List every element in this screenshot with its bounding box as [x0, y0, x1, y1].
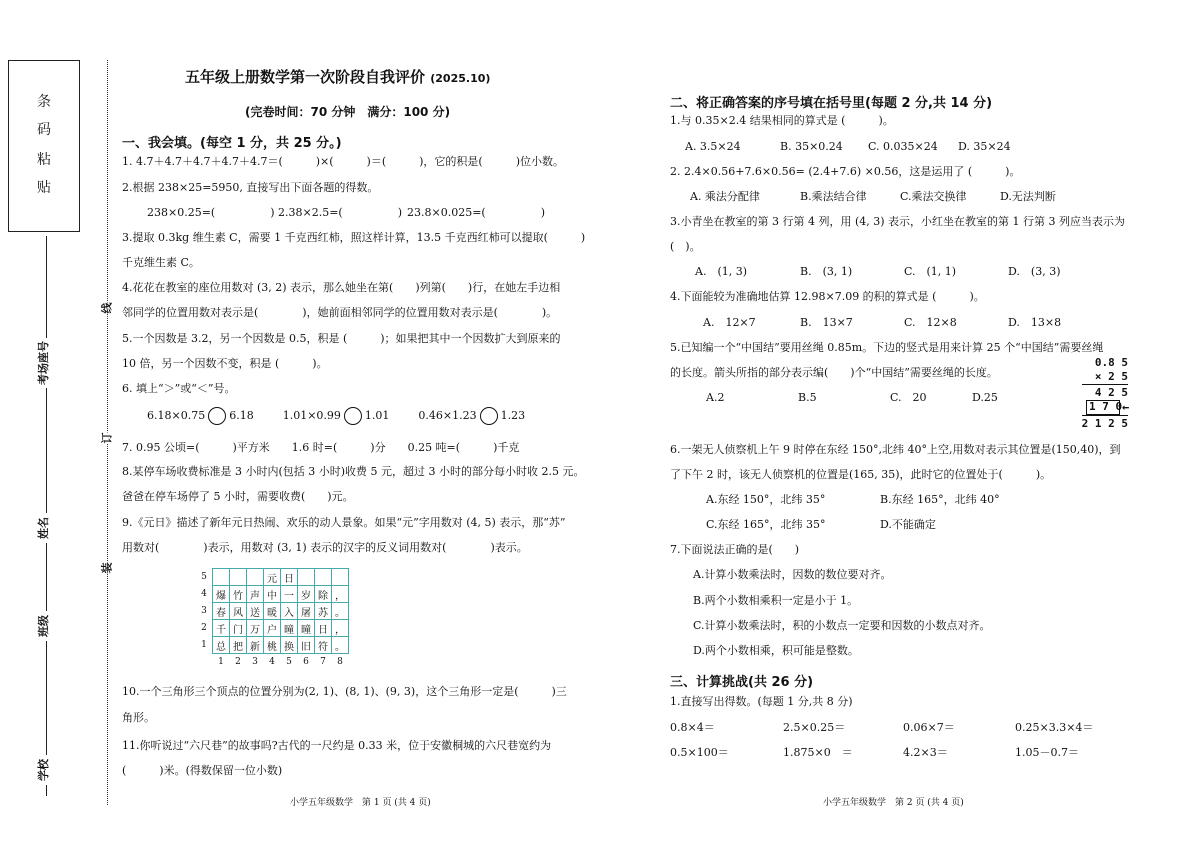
school-label: 学校	[35, 755, 51, 785]
title-date: (2025.10)	[430, 72, 491, 85]
question-1-4a: 4.花花在教室的座位用数对 (3, 2) 表示，那么她坐在第( )列第( )行，在她左手边相	[122, 281, 561, 294]
question-3-1: 1.直接写出得数。(每题 1 分,共 8 分)	[670, 695, 853, 708]
grid-cell	[332, 569, 349, 586]
grid-cell: ，	[332, 586, 349, 603]
grid-cell: 爆	[213, 586, 230, 603]
grid-x-label: 8	[337, 657, 343, 667]
option-a: A.2	[706, 391, 725, 404]
barcode-char: 粘	[37, 152, 51, 168]
question-2-3b: ( )。	[670, 240, 701, 253]
grid-y-label: 5	[201, 572, 207, 582]
option-a: A. 3.5×24	[685, 140, 741, 153]
question-2-2: 2. 2.4×0.56+7.6×0.56= (2.4+7.6) ×0.56，这是运用了 ( )。	[670, 165, 1021, 178]
section-1-heading: 一、我会填。(每空 1 分，共 25 分。)	[122, 136, 342, 151]
grid-cell: 竹	[230, 586, 247, 603]
option-d: D. 13×8	[1008, 316, 1062, 329]
section-3-heading: 三、计算挑战(共 26 分)	[670, 675, 814, 690]
option-c: C. 12×8	[904, 316, 957, 329]
option-c: C. 0.035×24	[868, 140, 938, 153]
question-1-9b: 用数对( )表示，用数对 (3, 1) 表示的汉字的反义词用数对( )表示。	[122, 541, 528, 554]
option-d: D.不能确定	[880, 518, 936, 531]
grid-x-label: 4	[269, 657, 275, 667]
calc-item: 0.25×3.3×4＝	[1015, 721, 1094, 734]
grid-cell: 除	[315, 586, 332, 603]
grid-cell	[298, 569, 315, 586]
binding-char-bind: 订	[100, 432, 114, 444]
option-c: C. 20	[890, 391, 927, 404]
grid-cell: 风	[230, 603, 247, 620]
grid-cell: 换	[281, 637, 298, 654]
grid-cell: 中	[264, 586, 281, 603]
grid-cell: 苏	[315, 603, 332, 620]
option-d: D.两个小数相乘，积可能是整数。	[693, 644, 859, 657]
grid-y-label: 3	[201, 606, 207, 616]
grid-cell: 新	[247, 637, 264, 654]
section-2-heading: 二、将正确答案的序号填在括号里(每题 2 分,共 14 分)	[670, 96, 993, 111]
question-1-3b: 千克维生素 C。	[122, 256, 200, 269]
grid-cell: 把	[230, 637, 247, 654]
calc-item: 0.8×4＝	[670, 721, 715, 734]
option-b: B.5	[798, 391, 817, 404]
grid-cell: 送	[247, 603, 264, 620]
option-b: B.乘法结合律	[800, 190, 867, 203]
grid-cell: 。	[332, 603, 349, 620]
question-2-1: 1.与 0.35×2.4 结果相同的算式是 ( )。	[670, 114, 894, 127]
question-2-6a: 6.一架无人侦察机上午 9 时停在东经 150°,北纬 40°上空,用数对表示其位置是(150,40)，到	[670, 443, 1121, 456]
poem-grid	[196, 568, 349, 670]
question-2-3a: 3.小青坐在教室的第 3 行第 4 列，用 (4, 3) 表示，小红坐在教室的第 1 行第 3 列应当表示为	[670, 215, 1126, 228]
rule	[1082, 384, 1128, 385]
grid-x-label: 3	[252, 657, 258, 667]
question-1-7: 7. 0.95 公顷=( )平方米 1.6 时=( )分 0.25 吨=( )千克	[122, 441, 520, 454]
option-c: C.计算小数乘法时，积的小数点一定要和因数的小数点对齐。	[693, 619, 991, 632]
question-2-7: 7.下面说法正确的是( )	[670, 543, 800, 556]
question-1-8b: 爸爸在停车场停了 5 小时，需要收费( )元。	[122, 490, 354, 503]
option-a: A. 12×7	[703, 316, 756, 329]
grid-cell: 声	[247, 586, 264, 603]
arrow-left-icon: ←	[1122, 400, 1130, 414]
question-1-5b: 10 倍，另一个因数不变，积是 ( )。	[122, 357, 328, 370]
grid-cell	[230, 569, 247, 586]
grid-x-axis	[196, 654, 349, 671]
question-1-2: 2.根据 238×25=5950, 直接写出下面各题的得数。	[122, 181, 379, 194]
grid-x-label: 7	[320, 657, 326, 667]
question-2-5b: 的长度。箭头所指的部分表示编( )个“中国结”需要丝绳的长度。	[670, 366, 998, 379]
calc-item: 4.2×3＝	[903, 746, 948, 759]
name-label: 姓名	[35, 513, 51, 543]
option-d: D.无法判断	[1000, 190, 1056, 203]
grid-cell: 曈	[298, 620, 315, 637]
calc-item: 0.06×7＝	[903, 721, 955, 734]
option-d: D. (3, 3)	[1008, 265, 1061, 278]
grid-cell: 门	[230, 620, 247, 637]
question-1-10b: 角形。	[122, 711, 155, 724]
grid-cell: 日	[281, 569, 298, 586]
grid-row	[196, 603, 349, 620]
option-b: B.两个小数相乘积一定是小于 1。	[693, 594, 859, 607]
calc-item: 0.5×100＝	[670, 746, 729, 759]
grid-corner	[196, 654, 213, 671]
barcode-char: 条	[37, 94, 51, 110]
question-1-8a: 8.某停车场收费标准是 3 小时内(包括 3 小时)收费 5 元，超过 3 小时的部分每小时收 2.5 元。	[122, 465, 585, 478]
grid-row	[196, 620, 349, 637]
option-b: B. (3, 1)	[800, 265, 853, 278]
vertical-multiplication: 0.8 5 × 2 5 4 2 5 1 7 0 ← 2 1 2 5	[1081, 356, 1130, 430]
grid-cell: 元	[264, 569, 281, 586]
option-b: B. 35×0.24	[780, 140, 843, 153]
option-d: D. 35×24	[958, 140, 1011, 153]
barcode-char: 贴	[37, 180, 51, 196]
calc-item: 2.5×0.25＝	[783, 721, 846, 734]
option-c: C.东经 165°，北纬 35°	[706, 518, 826, 531]
grid-cell: 日	[315, 620, 332, 637]
question-1-11a: 11.你听说过“六尺巷”的故事吗?古代的一尺约是 0.33 米，位于安徽桐城的六尺巷宽约为	[122, 739, 552, 752]
option-c: C. (1, 1)	[904, 265, 957, 278]
grid-x-label: 1	[218, 657, 224, 667]
grid-x-label: 2	[235, 657, 241, 667]
barcode-box	[8, 60, 80, 232]
question-2-4: 4.下面能较为准确地估算 12.98×7.09 的积的算式是 ( )。	[670, 290, 985, 303]
grid-cell: 曈	[281, 620, 298, 637]
option-a: A. 乘法分配律	[690, 190, 760, 203]
grid-cell: 符	[315, 637, 332, 654]
grid-cell: 暖	[264, 603, 281, 620]
exam-seat-label: 考场座号	[35, 338, 51, 388]
grid-cell: 岁	[298, 586, 315, 603]
question-1-5a: 5.一个因数是 3.2，另一个因数是 0.5，积是 ( )；如果把其中一个因数扩大到原来的	[122, 332, 561, 345]
question-1-9a: 9.《元日》描述了新年元日热闹、欢乐的动人景象。如果“元”字用数对 (4, 5) 表示，那“苏”	[122, 516, 566, 529]
class-label: 班级	[35, 611, 51, 641]
option-c: C.乘法交换律	[900, 190, 967, 203]
compare-circle[interactable]	[480, 407, 498, 425]
grid-cell: 屠	[298, 603, 315, 620]
grid-cell: 一	[281, 586, 298, 603]
question-1-10a: 10.一个三角形三个顶点的位置分别为(2, 1)、(8, 1)、(9, 3)，这个三角形一定是( )三	[122, 685, 567, 698]
question-1-1: 1. 4.7＋4.7＋4.7＋4.7＋4.7＝( )×( )＝( )，它的积是( )位小数。	[122, 155, 565, 168]
binding-char-line: 线	[100, 302, 114, 314]
grid-cell: 户	[264, 620, 281, 637]
question-1-3a: 3.提取 0.3kg 维生素 C，需要 1 千克西红柿，照这样计算，13.5 千克西红柿可以提取( )	[122, 231, 586, 244]
grid-cell	[213, 569, 230, 586]
question-1-4b: 邻同学的位置用数对表示是( )，她前面相邻同学的位置用数对表示是( )。	[122, 306, 558, 319]
grid-cell	[247, 569, 264, 586]
question-1-2c: 23.8×0.025=( )	[407, 206, 545, 219]
footer-page-1: 小学五年级数学 第 1 页 (共 4 页)	[290, 798, 431, 808]
barcode-char: 码	[37, 122, 51, 138]
option-d: D.25	[972, 391, 998, 404]
question-1-11b: ( )米。(得数保留一位小数)	[122, 764, 283, 777]
grid-row	[196, 637, 349, 654]
grid-cell: 。	[332, 637, 349, 654]
grid-row	[196, 569, 349, 586]
grid-cell: 旧	[298, 637, 315, 654]
footer-page-2: 小学五年级数学 第 2 页 (共 4 页)	[823, 798, 964, 808]
rule	[1082, 415, 1128, 416]
question-1-2a: 238×0.25=( )	[147, 206, 275, 219]
option-b: B. 13×7	[800, 316, 853, 329]
option-b: B.东经 165°，北纬 40°	[880, 493, 1000, 506]
question-1-6: 6. 填上“＞”或“＜”号。	[122, 382, 236, 395]
compare-row: 6.18×0.75 6.18 1.01×0.99 1.01 0.46×1.23 1.23	[147, 407, 525, 425]
grid-cell: 入	[281, 603, 298, 620]
option-a: A.计算小数乘法时，因数的数位要对齐。	[693, 568, 892, 581]
grid-cell: ，	[332, 620, 349, 637]
page-subtitle: (完卷时间：70 分钟 满分：100 分)	[245, 105, 451, 119]
grid-cell: 桃	[264, 637, 281, 654]
question-1-2b: 2.38×2.5=( )	[278, 206, 403, 219]
grid-y-label: 1	[201, 640, 207, 650]
grid-cell: 千	[213, 620, 230, 637]
calc-item: 1.05－0.7＝	[1015, 746, 1079, 759]
grid-x-label: 5	[286, 657, 292, 667]
option-a: A.东经 150°，北纬 35°	[706, 493, 826, 506]
grid-cell: 总	[213, 637, 230, 654]
compare-circle[interactable]	[344, 407, 362, 425]
grid-cell: 春	[213, 603, 230, 620]
option-a: A. (1, 3)	[695, 265, 748, 278]
calc-item: 1.875×0 ＝	[783, 746, 853, 759]
question-2-5a: 5.已知编一个“中国结”要用丝绳 0.85m。下边的竖式是用来计算 25 个“中国结”需要丝绳	[670, 341, 1104, 354]
grid-x-label: 6	[303, 657, 309, 667]
binding-char-pack: 装	[100, 562, 114, 574]
grid-row	[196, 586, 349, 603]
grid-y-label: 4	[201, 589, 207, 599]
grid-cell	[315, 569, 332, 586]
page-title: 五年级上册数学第一次阶段自我评价 (2025.10)	[185, 68, 491, 86]
compare-circle[interactable]	[208, 407, 226, 425]
grid-cell: 万	[247, 620, 264, 637]
grid-y-label: 2	[201, 623, 207, 633]
question-2-6b: 了下午 2 时，该无人侦察机的位置是(165, 35)，此时它的位置处于( )。	[670, 468, 1052, 481]
